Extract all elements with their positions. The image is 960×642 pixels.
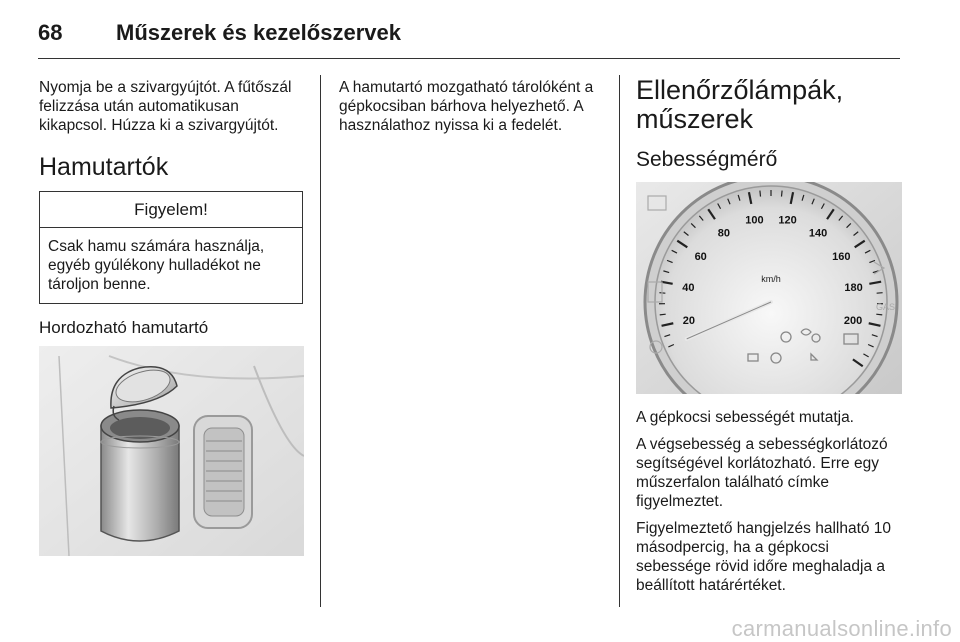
speed-label: 80 xyxy=(717,227,731,240)
svg-text:GAS: GAS xyxy=(876,302,896,312)
speed-label: 40 xyxy=(682,281,695,294)
speed-limiter-text: A végsebesség a sebességkorlátozó segítségével korlátozható. Erre egy műszerfalon található címke figyelmeztet. xyxy=(636,436,888,510)
caution-text: Csak hamu számára használja, egyéb gyúlékony hulladékot ne tároljon benne. xyxy=(48,238,265,293)
speed-label: 200 xyxy=(843,314,863,327)
cigarette-lighter-text: Nyomja be a szivargyújtót. A fűtőszál felizzása után automatikusan kikapcsol. Húzza ki a szivargyújtót. xyxy=(39,79,292,134)
speed-tick xyxy=(781,191,782,197)
page-number: 68 xyxy=(38,20,63,45)
column-2 xyxy=(339,78,607,135)
portable-ashtray-text: A hamutartó mozgatható tárolóként a gépkocsiban bárhova helyezhető. A használathoz nyissa ki a fedelét. xyxy=(339,79,594,134)
speed-label: 60 xyxy=(694,251,707,264)
portable-ashtray-heading: Hordozható hamutartó xyxy=(39,318,209,337)
warning-lights-heading: Ellenőrzőlámpák, műszerek xyxy=(636,75,844,134)
speedometer-desc: A gépkocsi sebességét mutatja. xyxy=(636,409,854,426)
speedometer-illustration xyxy=(636,182,902,394)
column-divider xyxy=(320,75,321,607)
column-divider xyxy=(619,75,620,607)
speed-label: 100 xyxy=(745,214,764,227)
speed-tick xyxy=(760,191,761,197)
warning-chime-text: Figyelmeztető hangjelzés hallható 10 másodpercig, ha a gépkocsi sebessége rövid időre meghaladja a beállított határértéket. xyxy=(636,520,892,594)
speed-unit-label: km/h xyxy=(761,274,781,284)
air-vent xyxy=(194,416,252,528)
page-header xyxy=(38,10,900,59)
speed-label: 20 xyxy=(682,314,696,327)
chapter-title: Műszerek és kezelőszervek xyxy=(116,20,401,45)
speed-label: 180 xyxy=(844,281,863,294)
speed-label: 120 xyxy=(778,214,797,227)
caution-box xyxy=(39,191,303,304)
ashtrays-heading: Hamutartók xyxy=(39,153,169,181)
caution-title: Figyelem! xyxy=(40,192,302,228)
portable-ashtray-illustration xyxy=(39,346,304,556)
column-3 xyxy=(636,75,904,603)
speed-label: 140 xyxy=(808,227,828,240)
speedometer-heading: Sebességmérő xyxy=(636,148,778,171)
ashtray-cup xyxy=(101,410,179,541)
speed-tick xyxy=(876,314,882,315)
speed-label: 160 xyxy=(832,251,851,264)
watermark: carmanualsonline.info xyxy=(731,616,952,641)
speed-tick xyxy=(660,314,666,315)
column-1 xyxy=(39,78,304,556)
